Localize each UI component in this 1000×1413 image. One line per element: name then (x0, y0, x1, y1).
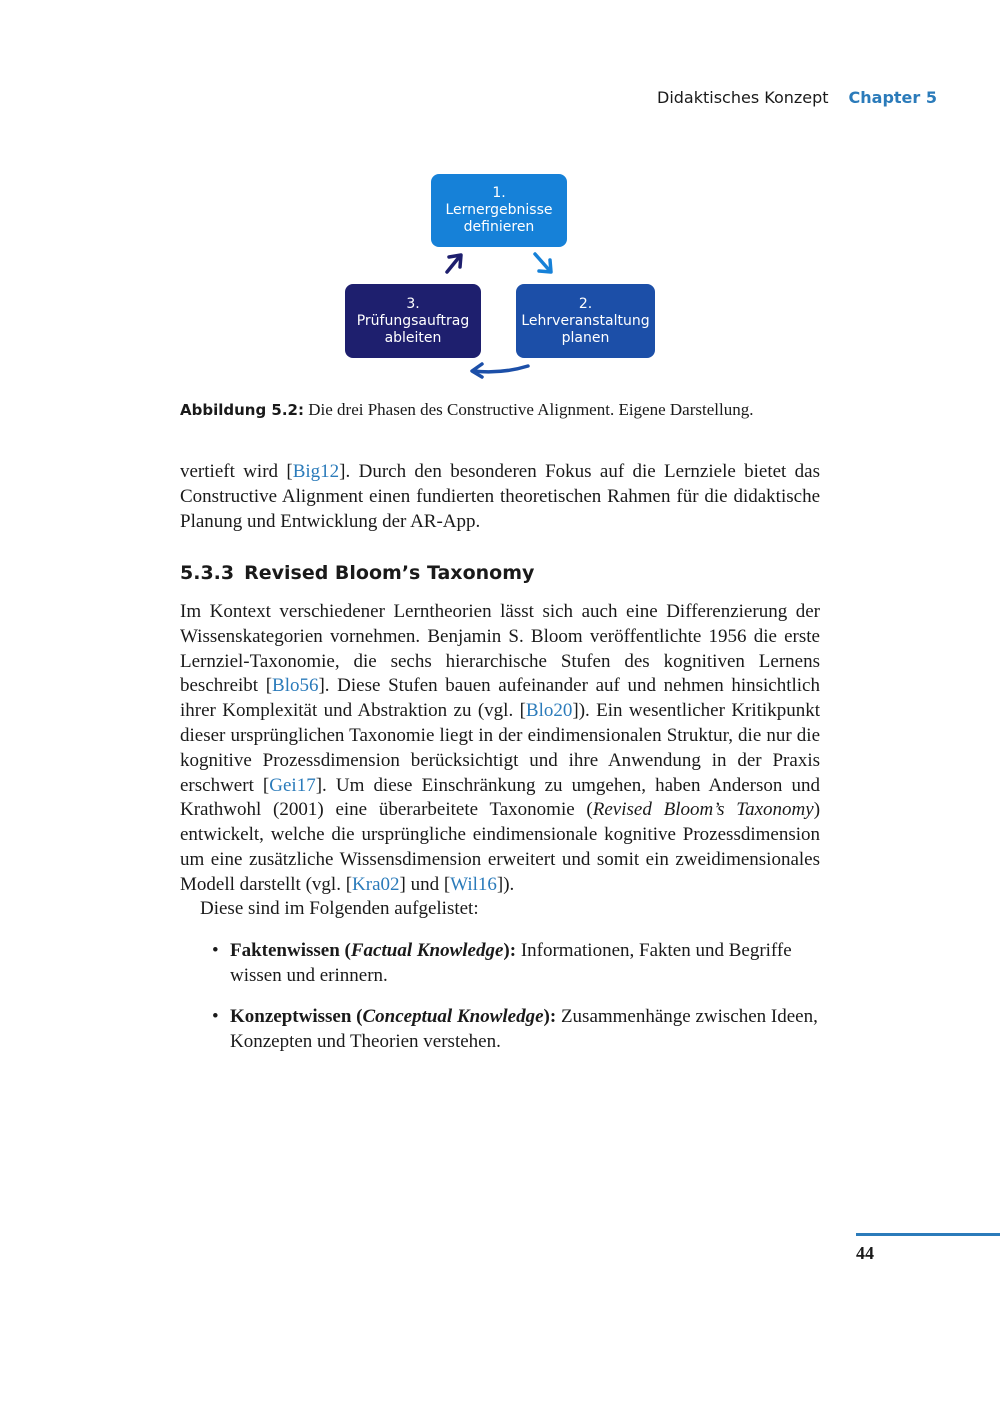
intro-text-2: ]. Durch den besonderen Fokus auf die Lernziele bietet das Constructive Alignment einen fundierten theoretischen Rahmen für die didaktische Planung und Entwicklung der AR-App. (180, 461, 821, 532)
caption-label: Abbildung 5.2: (180, 401, 304, 419)
main-text-3: ]). Ein wesentlicher Kritikpunkt dieser ursprünglichen Taxonomie liegt in der eindimensionalen Struktur, die nur die kognitive Prozessdimension berücksichtigt und ihre Anwendung in der Praxis erschwert [ (180, 700, 820, 796)
list-intro: Diese sind im Folgenden aufgelistet: (200, 898, 479, 919)
citation-link[interactable]: Big12 (292, 461, 340, 482)
phase-3-line2: ableiten (384, 329, 442, 346)
item-1-bold: Faktenwissen ( (230, 940, 351, 961)
item-1-bold-end: ): (503, 940, 517, 961)
intro-text-1: vertieft wird [ (180, 461, 293, 482)
arrow-3-to-1-icon (447, 255, 461, 272)
running-header-chapter: Chapter 5 (848, 88, 937, 107)
item-2-bold-italic: Conceptual Knowledge (362, 1006, 544, 1027)
item-2-text: Zusammenhänge zwischen Ideen, Konzepten und Theorien verstehen. (230, 1006, 818, 1052)
page-number: 44 (856, 1243, 874, 1263)
phase-3-line1: Prüfungsauftrag (356, 312, 470, 329)
arrow-2-to-3-icon (472, 364, 528, 377)
phase-2-line1: Lehrveranstaltung (521, 312, 650, 329)
figure-caption (180, 399, 820, 421)
phase-1-number: 1. (492, 185, 506, 201)
section-number: 5.3.3 (180, 562, 235, 584)
phase-2-number: 2. (578, 295, 593, 312)
bullet-dot-icon: • (212, 1006, 219, 1027)
list-item (230, 939, 820, 989)
citation-link[interactable]: Blo20 (525, 700, 573, 722)
main-text-5: ) entwickelt, welche die ursprüngliche eindimensionale kognitive Prozessdimension um eine zusätzliche Wissensdimension erweitert und somit ein zweidimensionales Modell darstellt (vgl. [ (180, 799, 821, 895)
item-1-bold-italic: Factual Knowledge (350, 940, 504, 961)
phase-2-line2: planen (561, 329, 610, 346)
running-header-section: Didaktisches Konzept (657, 88, 829, 107)
section-title: Revised Bloom’s Taxonomy (244, 562, 535, 584)
citation-link[interactable]: Kra02 (352, 873, 400, 895)
constructive-alignment-diagram (340, 168, 660, 383)
intro-paragraph (180, 460, 820, 534)
main-text-7: ]). (496, 873, 515, 895)
item-2-bold-end: ): (543, 1006, 557, 1027)
citation-link[interactable]: Wil16 (450, 873, 497, 895)
main-text-6: ] und [ (399, 873, 451, 895)
bullet-dot-icon: • (212, 940, 219, 961)
item-2-bold: Konzeptwissen ( (230, 1006, 363, 1027)
arrow-1-to-2-icon (535, 254, 551, 272)
main-text-italic: Revised Bloom’s Taxonomy (592, 799, 814, 821)
cycle-arrows (340, 168, 660, 383)
item-1-text: Informationen, Fakten und Begriffe wissen und erinnern. (230, 940, 792, 986)
main-text-2: ]. Diese Stufen bauen aufeinander auf und nehmen hinsichtlich ihrer Komplexität und Abstraktion zu (vgl. [ (180, 675, 820, 722)
citation-link[interactable]: Gei17 (269, 774, 316, 796)
phase-3-number: 3. (406, 295, 420, 312)
phase-1-line1: Lernergebnisse (445, 202, 553, 218)
citation-link[interactable]: Blo56 (272, 675, 319, 697)
main-text-1: Im Kontext verschiedener Lerntheorien lässt sich auch eine Differenzierung der Wissenskategorien vornehmen. Benjamin S. Bloom veröffentlichte 1956 die erste Lernziel-Taxonomie, die sechs hierarchische Stufen des kognitiven Lernens beschreibt [ (180, 601, 820, 697)
caption-text: Die drei Phasen des Constructive Alignment. Eigene Darstellung. (308, 400, 754, 419)
main-text-4: ]. Um diese Einschränkung zu umgehen, haben Anderson und Krathwohl (2001) eine überarbeitete Taxonomie ( (180, 774, 820, 821)
main-paragraph (180, 600, 820, 898)
footer-rule (856, 1233, 1000, 1236)
phase-1-line2: definieren (463, 219, 535, 235)
list-item (230, 1005, 820, 1055)
section-heading (180, 562, 534, 584)
